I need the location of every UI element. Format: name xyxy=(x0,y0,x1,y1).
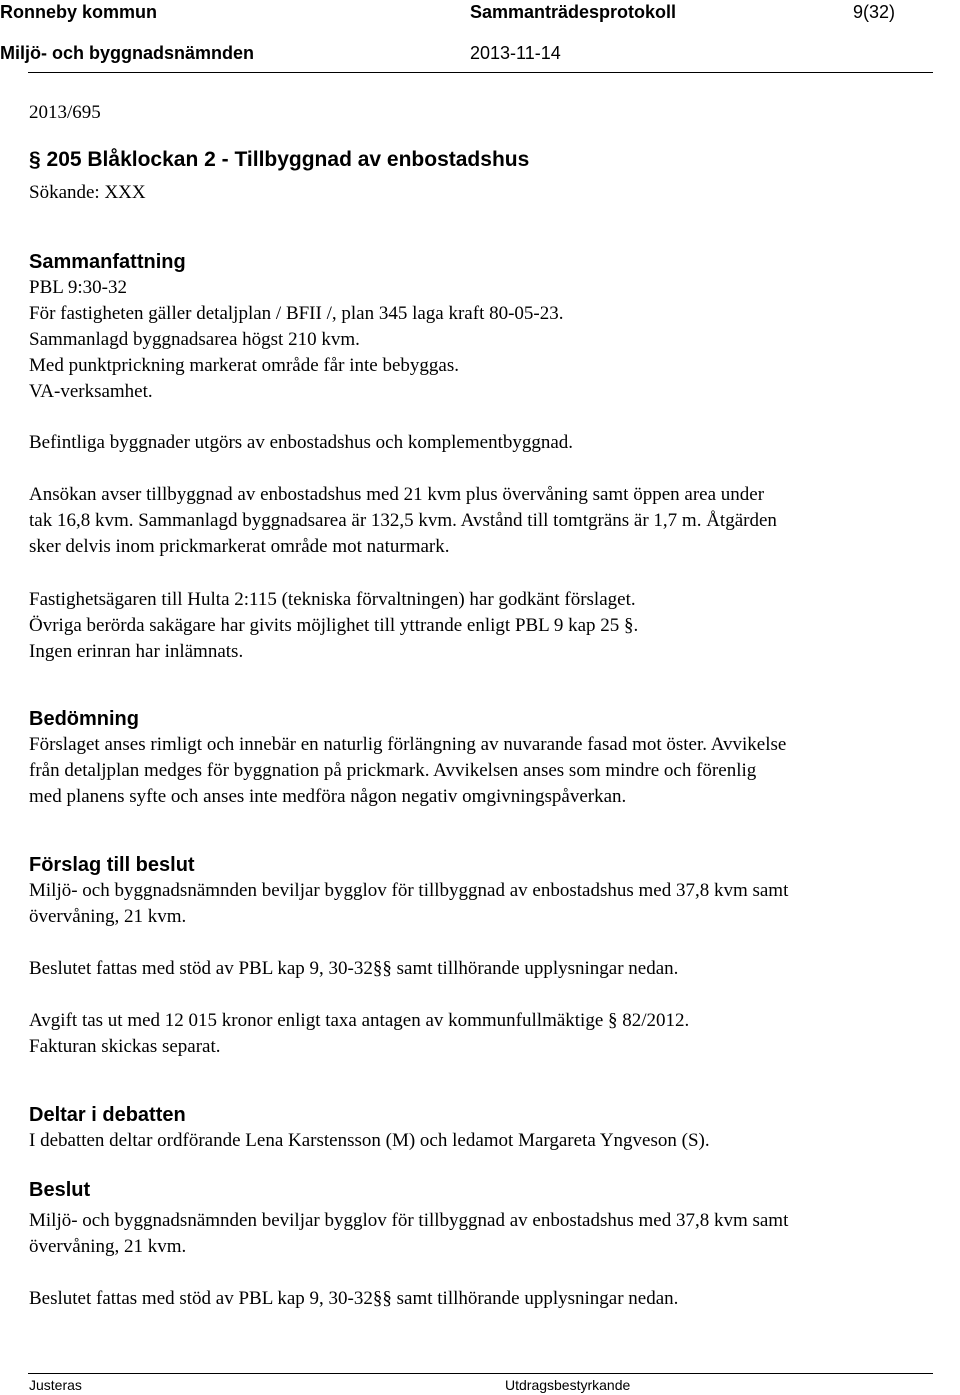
neighbour-line: Övriga berörda sakägare har givits möjlighet till yttrande enligt PBL 9 kap 25 §. xyxy=(29,615,639,636)
debate-text: I debatten deltar ordförande Lena Karstensson (M) och ledamot Margareta Yngveson (S). xyxy=(29,1130,710,1151)
decision-line: övervåning, 21 kvm. xyxy=(29,1236,187,1257)
application-line: sker delvis inom prickmarkerat område mot naturmark. xyxy=(29,536,450,557)
fee-line: Avgift tas ut med 12 015 kronor enligt taxa antagen av kommunfullmäktige § 82/2012. xyxy=(29,1010,690,1031)
approval-label: Justeras xyxy=(29,1377,82,1393)
proposal-basis: Beslutet fattas med stöd av PBL kap 9, 30-32§§ samt tillhörande upplysningar nedan. xyxy=(29,958,679,979)
assessment-line: från detaljplan medges för byggnation på prickmark. Avvikelsen anses som mindre och förenlig xyxy=(29,760,757,781)
document-type: Sammanträdesprotokoll xyxy=(470,2,677,22)
decision-basis: Beslutet fattas med stöd av PBL kap 9, 30-32§§ samt tillhörande upplysningar nedan. xyxy=(29,1288,679,1309)
proposal-line: övervåning, 21 kvm. xyxy=(29,906,187,927)
summary-line: VA-verksamhet. xyxy=(29,381,153,402)
decision-line: Miljö- och byggnadsnämnden beviljar bygglov för tillbyggnad av enbostadshus med 37,8 kvm samt xyxy=(29,1210,789,1231)
summary-line: PBL 9:30-32 xyxy=(29,277,127,298)
page-header xyxy=(0,0,960,70)
decision-heading: Beslut xyxy=(29,1179,91,1201)
assessment-line: Förslaget anses rimligt och innebär en naturlig förlängning av nuvarande fasad mot öster. Avvikelse xyxy=(29,734,787,755)
case-number: 2013/695 xyxy=(29,102,101,123)
assessment-heading: Bedömning xyxy=(29,708,139,730)
application-line: tak 16,8 kvm. Sammanlagd byggnadsarea är 132,5 kvm. Avstånd till tomtgräns är 1,7 m. Åtgärden xyxy=(29,510,777,531)
header-rule xyxy=(28,72,933,73)
application-line: Ansökan avser tillbyggnad av enbostadshus med 21 kvm plus övervåning samt öppen area under xyxy=(29,484,765,505)
summary-heading: Sammanfattning xyxy=(29,251,186,273)
neighbour-line: Ingen erinran har inlämnats. xyxy=(29,641,244,662)
page-number: 9(32) xyxy=(853,2,896,22)
proposal-line: Miljö- och byggnadsnämnden beviljar bygglov för tillbyggnad av enbostadshus med 37,8 kvm samt xyxy=(29,880,789,901)
case-title: § 205 Blåklockan 2 - Tillbyggnad av enbostadshus xyxy=(29,148,530,171)
debate-heading: Deltar i debatten xyxy=(29,1104,186,1126)
board-name: Miljö- och byggnadsnämnden xyxy=(0,43,255,63)
applicant: Sökande: XXX xyxy=(29,182,146,203)
fee-line: Fakturan skickas separat. xyxy=(29,1036,221,1057)
existing-buildings: Befintliga byggnader utgörs av enbostadshus och komplementbyggnad. xyxy=(29,432,574,453)
certification-label: Utdragsbestyrkande xyxy=(505,1377,631,1393)
assessment-line: med planens syfte och anses inte medföra någon negativ omgivningspåverkan. xyxy=(29,786,627,807)
neighbour-line: Fastighetsägaren till Hulta 2:115 (tekniska förvaltningen) har godkänt förslaget. xyxy=(29,589,636,610)
summary-line: Sammanlagd byggnadsarea högst 210 kvm. xyxy=(29,329,360,350)
meeting-date: 2013-11-14 xyxy=(470,43,561,63)
municipality-name: Ronneby kommun xyxy=(0,2,158,22)
summary-line: För fastigheten gäller detaljplan / BFII /, plan 345 laga kraft 80-05-23. xyxy=(29,303,564,324)
summary-line: Med punktprickning markerat område får inte bebyggas. xyxy=(29,355,459,376)
proposal-heading: Förslag till beslut xyxy=(29,854,195,876)
signature-line xyxy=(28,1373,933,1374)
